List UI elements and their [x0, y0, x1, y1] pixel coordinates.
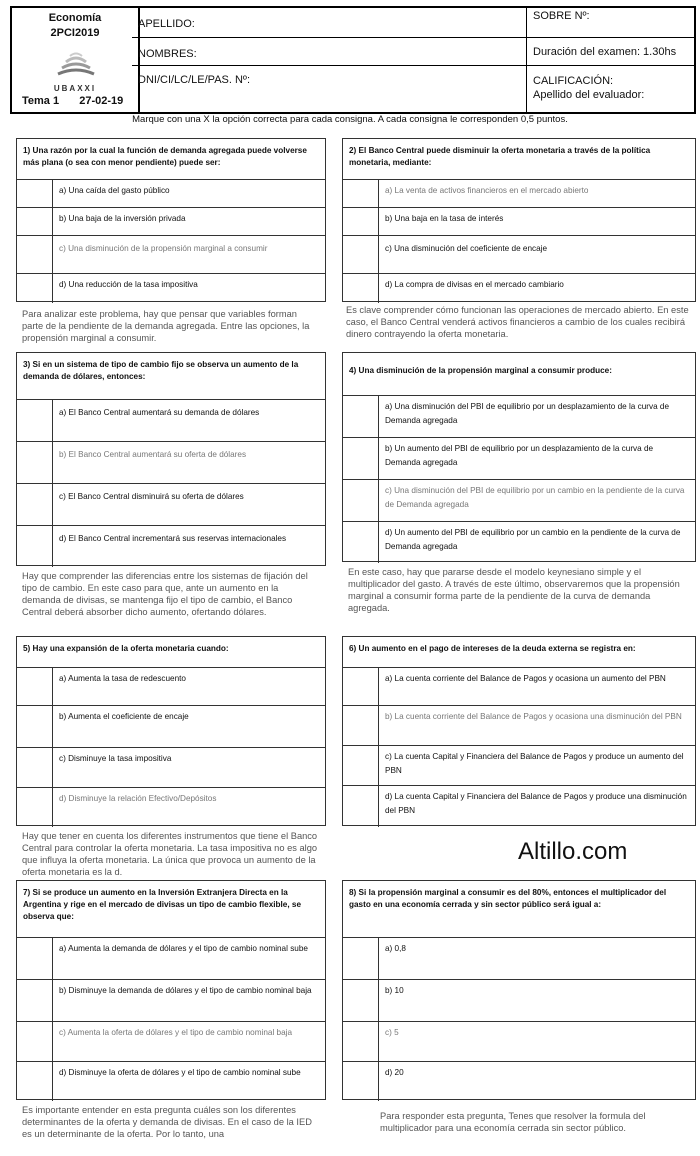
option-d[interactable] [17, 273, 325, 303]
question-6 [342, 636, 696, 826]
option-text: d) Disminuye la oferta de dólares y el tipo de cambio nominal sube [59, 1068, 301, 1077]
option-d[interactable] [17, 525, 325, 567]
answer-box[interactable] [343, 786, 379, 827]
answer-box[interactable] [17, 938, 53, 979]
answer-box[interactable] [343, 706, 379, 745]
option-text: b) El Banco Central aumentará su oferta de dólares [59, 450, 247, 459]
answer-box[interactable] [343, 438, 379, 479]
answer-box[interactable] [17, 400, 53, 441]
option-c[interactable] [343, 745, 695, 785]
option-text: b) Un aumento del PBI de equilibrio por un desplazamiento de la curva de Demanda agregada [385, 444, 654, 467]
option-text: c) Disminuye la tasa impositiva [59, 754, 172, 763]
answer-box[interactable] [17, 668, 53, 705]
answer-box[interactable] [17, 484, 53, 525]
option-text: a) La venta de activos financieros en el mercado abierto [385, 186, 589, 195]
option-d[interactable] [343, 1061, 695, 1101]
option-text: c) Aumenta la oferta de dólares y el tipo de cambio nominal baja [59, 1028, 293, 1037]
option-text: d) Disminuye la relación Efectivo/Depósitos [59, 794, 217, 803]
calificacion-field[interactable] [526, 66, 696, 112]
option-text: b) Disminuye la demanda de dólares y el tipo de cambio nominal baja [59, 986, 312, 995]
option-b[interactable] [343, 979, 695, 1021]
exam-version [22, 95, 123, 107]
answer-box[interactable] [17, 236, 53, 273]
answer-box[interactable] [17, 1022, 53, 1061]
option-a[interactable] [343, 937, 695, 979]
option-a[interactable] [343, 395, 695, 437]
option-text: d) Una reducción de la tasa impositiva [59, 280, 198, 289]
sobre-field[interactable] [526, 8, 696, 38]
option-text: a) El Banco Central aumentará su demanda de dólares [59, 408, 260, 417]
answer-box[interactable] [343, 746, 379, 785]
option-text: a) Aumenta la demanda de dólares y el tipo de cambio nominal sube [59, 944, 308, 953]
option-text: c) Una disminución del PBI de equilibrio por un cambio en la pendiente de la curva de Demanda agregada [385, 486, 685, 509]
answer-box[interactable] [343, 522, 379, 563]
option-b[interactable] [17, 979, 325, 1021]
option-text: d) La compra de divisas en el mercado cambiario [385, 280, 564, 289]
question-title: 3) Si en un sistema de tipo de cambio fijo se observa un aumento de la demanda de dólares, entonces: [23, 360, 299, 381]
apellido-label: APELLIDO: [138, 18, 195, 30]
answer-box[interactable] [343, 396, 379, 437]
dni-field[interactable] [132, 66, 526, 112]
option-text: b) 10 [385, 986, 404, 995]
option-d[interactable] [17, 1061, 325, 1101]
instructions: Marque con una X la opción correcta para cada consigna. A cada consigna le corresponden 0,5 puntos. [132, 114, 568, 125]
option-b[interactable] [17, 705, 325, 747]
explanation-3: Hay que comprender las diferencias entre los sistemas de fijación del tipo de cambio. En este caso para que, ante un aumento en la demanda de divisas, se mantenga fijo el tipo de cambio, el Banco Central deberá absorber dicho aumento, ofertando dólares. [22, 571, 308, 617]
option-text: a) Una disminución del PBI de equilibrio por un desplazamiento de la curva de Demanda agregada [385, 402, 669, 425]
duracion-label: Duración del examen: 1.30hs [533, 46, 677, 58]
answer-box[interactable] [17, 788, 53, 827]
explanation-4: En este caso, hay que pararse desde el modelo keynesiano simple y el multiplicador del gasto. A través de este último, observaremos que la propensión marginal a consumir forma parte de la pendiente de la curva de demanda agregada. [348, 567, 680, 613]
option-b[interactable] [343, 437, 695, 479]
option-b[interactable] [343, 705, 695, 745]
answer-box[interactable] [17, 748, 53, 787]
question-title: 6) Un aumento en el pago de intereses de la deuda externa se registra en: [349, 644, 636, 653]
calificacion-label: CALIFICACIÓN: [533, 75, 614, 87]
option-a[interactable] [343, 179, 695, 207]
logo-panel [12, 8, 140, 112]
answer-box[interactable] [343, 274, 379, 303]
answer-box[interactable] [17, 274, 53, 303]
option-text: b) La cuenta corriente del Balance de Pagos y ocasiona una disminución del PBN [385, 712, 682, 721]
option-c[interactable] [17, 1021, 325, 1061]
option-b[interactable] [343, 207, 695, 235]
answer-box[interactable] [343, 180, 379, 207]
question-3 [16, 352, 326, 566]
question-title: 4) Una disminución de la propensión marginal a consumir produce: [349, 366, 612, 375]
course-code: 2PCI2019 [50, 27, 100, 39]
ubaxxi-logo-icon [56, 48, 96, 80]
explanation-1: Para analizar este problema, hay que pensar que variables forman parte de la pendiente de la demanda agregada. Entre las opciones, la propensión marginal a consumir. [22, 309, 310, 343]
option-c[interactable] [343, 1021, 695, 1061]
option-c[interactable] [343, 235, 695, 273]
answer-box[interactable] [343, 480, 379, 521]
option-d[interactable] [343, 273, 695, 303]
exam-header [10, 6, 696, 114]
option-text: a) Aumenta la tasa de redescuento [59, 674, 186, 683]
option-text: c) Una disminución de la propensión marginal a consumir [59, 244, 268, 253]
answer-box[interactable] [343, 1022, 379, 1061]
option-text: c) 5 [385, 1028, 399, 1037]
dni-label: DNI/CI/LC/LE/PAS. Nº: [138, 74, 251, 86]
question-1 [16, 138, 326, 302]
option-text: c) Una disminución del coeficiente de encaje [385, 244, 548, 253]
watermark: Altillo.com [518, 838, 628, 865]
answer-box[interactable] [343, 208, 379, 235]
duracion-cell [526, 38, 696, 66]
tema-label: Tema 1 [22, 95, 60, 107]
option-text: d) El Banco Central incrementará sus reservas internacionales [59, 534, 287, 543]
apellido-field[interactable] [132, 8, 526, 38]
answer-box[interactable] [343, 938, 379, 979]
answer-box[interactable] [343, 1062, 379, 1101]
course-name: Economía [48, 12, 102, 24]
question-title: 7) Si se produce un aumento en la Inversión Extranjera Directa en la Argentina y rige en el mercado de divisas un tipo de cambio flexible, se observa que: [23, 888, 302, 921]
answer-box[interactable] [17, 1062, 53, 1101]
option-c[interactable] [343, 479, 695, 521]
answer-box[interactable] [343, 668, 379, 705]
answer-box[interactable] [17, 180, 53, 207]
option-d[interactable] [343, 521, 695, 563]
answer-box[interactable] [17, 706, 53, 747]
question-title: 2) El Banco Central puede disminuir la oferta monetaria a través de la política monetaria, mediante: [349, 146, 651, 167]
answer-box[interactable] [17, 442, 53, 483]
option-d[interactable] [343, 785, 695, 827]
logo-text: UBAXXI [53, 84, 97, 93]
option-a[interactable] [17, 399, 325, 441]
explanation-8: Para responder esta pregunta, Tenes que resolver la formula del multiplicador para una economía cerrada sin sector público. [380, 1111, 646, 1133]
option-b[interactable] [17, 441, 325, 483]
option-text: d) La cuenta Capital y Financiera del Balance de Pagos y produce una disminución del PBN [385, 792, 687, 815]
option-c[interactable] [17, 235, 325, 273]
answer-box[interactable] [17, 980, 53, 1021]
option-text: a) Una caída del gasto público [59, 186, 170, 195]
question-title: 8) Si la propensión marginal a consumir es del 80%, entonces el multiplicador del gasto en una economía cerrada y sin sector público será igual a: [349, 888, 667, 909]
explanation-5: Hay que tener en cuenta los diferentes instrumentos que tiene el Banco Central para controlar la oferta monetaria. La tasa impositiva no es algo que influya la oferta monetaria. La única que provoca un aumento de la oferta monetaria es la d. [22, 831, 318, 877]
option-c[interactable] [17, 483, 325, 525]
question-5 [16, 636, 326, 826]
question-2 [342, 138, 696, 302]
option-text: c) La cuenta Capital y Financiera del Balance de Pagos y produce un aumento del PBN [385, 752, 684, 775]
option-text: d) 20 [385, 1068, 404, 1077]
answer-box[interactable] [343, 236, 379, 273]
exam-date: 27-02-19 [79, 95, 124, 107]
option-d[interactable] [17, 787, 325, 827]
option-a[interactable] [17, 179, 325, 207]
option-a[interactable] [17, 667, 325, 705]
answer-box[interactable] [343, 980, 379, 1021]
option-text: a) 0,8 [385, 944, 406, 953]
question-4 [342, 352, 696, 562]
option-text: c) El Banco Central disminuirá su oferta de dólares [59, 492, 244, 501]
sobre-label: SOBRE Nº: [533, 10, 590, 22]
answer-box[interactable] [17, 526, 53, 567]
explanation-2: Es clave comprender cómo funcionan las operaciones de mercado abierto. En este caso, el Banco Central venderá activos financieros a cambio de los cuales recibirá dinero contrayendo la oferta monetaria. [346, 305, 689, 339]
question-title: 5) Hay una expansión de la oferta monetaria cuando: [23, 644, 229, 653]
option-c[interactable] [17, 747, 325, 787]
explanation-7: Es importante entender en esta pregunta cuáles son los diferentes determinantes de la oferta y demanda de divisas. En el caso de la IED es un determinante de la oferta. Por lo tanto, una [22, 1105, 312, 1139]
option-text: b) Una baja en la tasa de interés [385, 214, 504, 223]
option-a[interactable] [343, 667, 695, 705]
answer-box[interactable] [17, 208, 53, 235]
question-8 [342, 880, 696, 1100]
option-text: d) Un aumento del PBI de equilibrio por un cambio en la pendiente de la curva de Demanda agregada [385, 528, 681, 551]
nombres-label: NOMBRES: [138, 48, 197, 60]
question-7 [16, 880, 326, 1100]
option-a[interactable] [17, 937, 325, 979]
option-text: a) La cuenta corriente del Balance de Pagos y ocasiona un aumento del PBN [385, 674, 666, 683]
evaluador-label: Apellido del evaluador: [533, 89, 645, 101]
question-title: 1) Una razón por la cual la función de demanda agregada puede volverse más plana (o sea con menor pendiente) puede ser: [23, 146, 307, 167]
option-text: b) Aumenta el coeficiente de encaje [59, 712, 189, 721]
option-text: b) Una baja de la inversión privada [59, 214, 186, 223]
option-b[interactable] [17, 207, 325, 235]
nombres-field[interactable] [132, 38, 526, 66]
